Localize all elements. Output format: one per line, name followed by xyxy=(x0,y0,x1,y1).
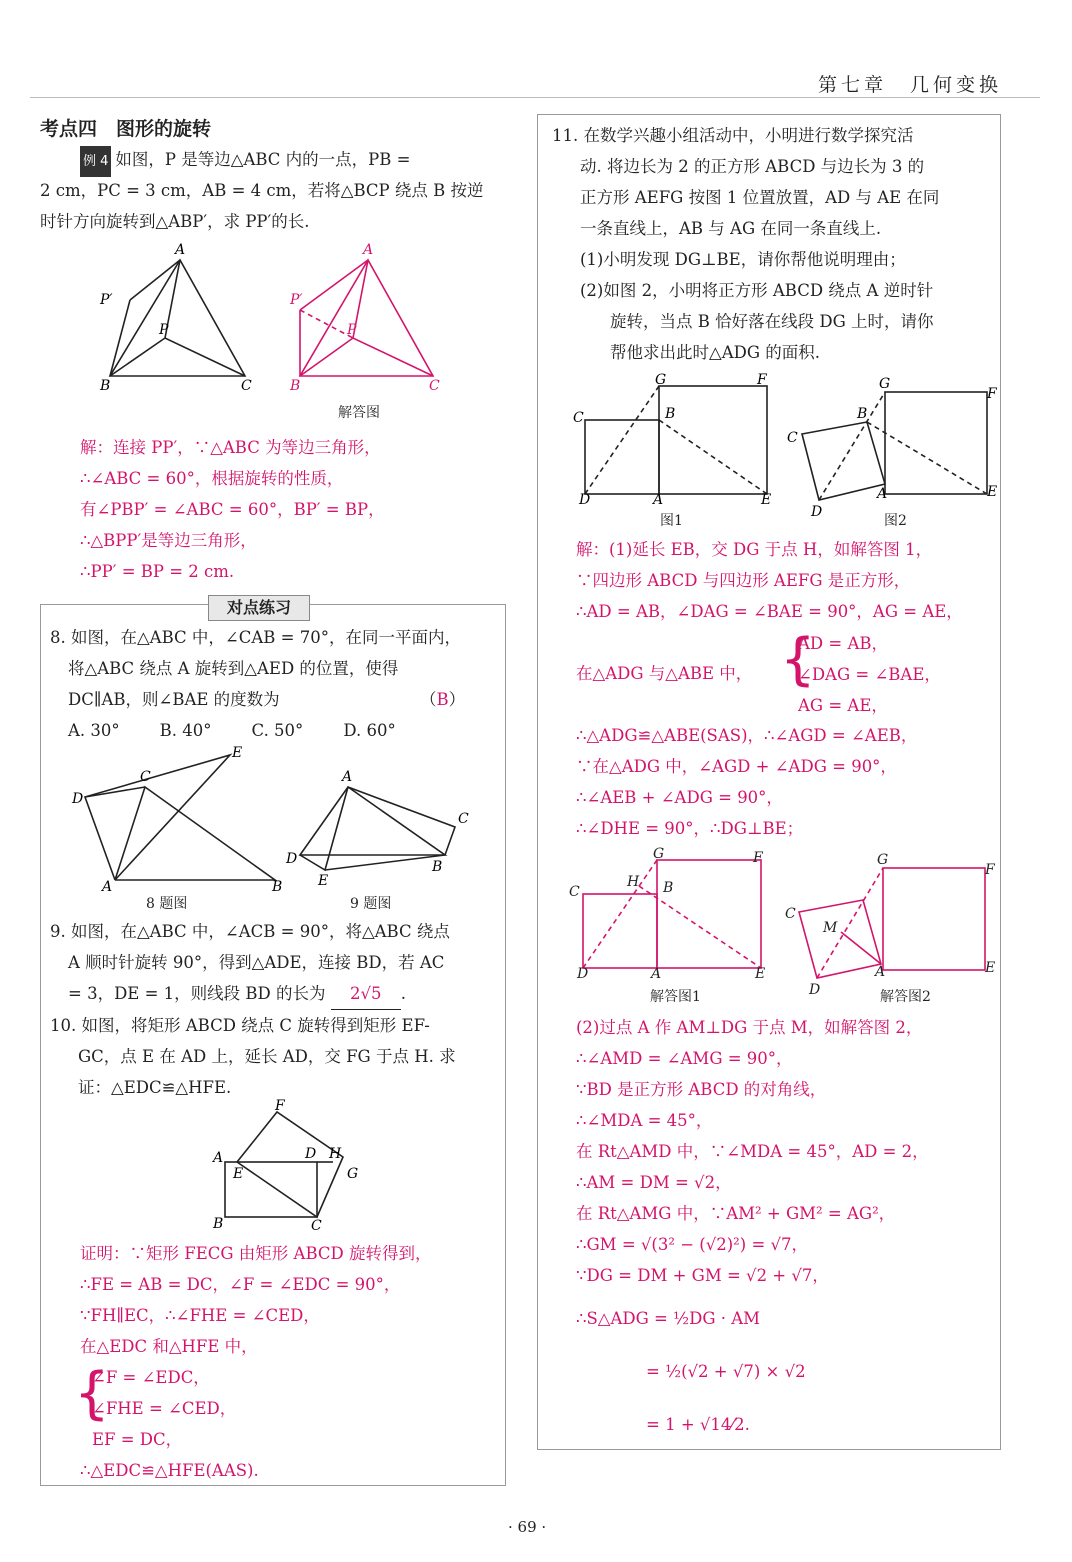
svg-text:E: E xyxy=(761,492,772,508)
q8-paren-left: （ xyxy=(420,690,437,709)
svg-text:M: M xyxy=(823,920,838,936)
svg-text:C: C xyxy=(140,769,151,785)
svg-text:F: F xyxy=(757,372,767,388)
q8-option-d: D. 60° xyxy=(343,721,396,740)
svg-text:D: D xyxy=(305,1146,317,1162)
q8-answer-paren xyxy=(420,684,465,715)
svg-text:D: D xyxy=(72,791,84,807)
svg-text:A: A xyxy=(877,486,888,502)
svg-text:A: A xyxy=(651,966,662,982)
q11-line-2: 动. 将边长为 2 的正方形 ABCD 与边长为 3 的 xyxy=(580,157,925,176)
question-9 xyxy=(50,916,500,1010)
sol2-line: (2)过点 A 作 AM⊥DG 于点 M，如解答图 2， xyxy=(576,1018,923,1037)
sol2-line: 在 Rt△AMD 中，∵∠MDA = 45°，AD = 2， xyxy=(576,1142,929,1161)
svg-text:P: P xyxy=(347,322,357,338)
svg-text:B: B xyxy=(857,406,868,422)
answer-figure-1 xyxy=(583,860,761,968)
sol2-line: 在 Rt△AMG 中，∵AM² + GM² = AG²， xyxy=(576,1204,896,1223)
sol2-line: ∵BD 是正方形 ABCD 的对角线， xyxy=(576,1080,827,1099)
sol2-line: ∴AM = DM = √2， xyxy=(576,1173,732,1192)
example-4-solution xyxy=(80,432,500,587)
q11-solution-2 xyxy=(576,1012,996,1440)
q8-option-a: A. 30° xyxy=(68,721,120,740)
q10-line-1: 10. 如图，将矩形 ABCD 绕点 C 旋转得到矩形 EF- xyxy=(50,1016,430,1035)
proof-line: 在△EDC 和△HFE 中， xyxy=(80,1337,258,1356)
q11-line-1: 11. 在数学兴趣小组活动中，小明进行数学探究活 xyxy=(552,126,914,145)
svg-text:C: C xyxy=(458,811,469,827)
fig2-caption: 图2 xyxy=(884,513,907,529)
sol1-line: ∴AD = AB，∠DAG = ∠BAE = 90°，AG = AE， xyxy=(576,602,963,621)
q8-answer: B xyxy=(436,690,449,709)
sol1-line: ∴△ADG≌△ABE(SAS)，∴∠AGD = ∠AEB， xyxy=(576,726,918,745)
svg-text:D: D xyxy=(809,982,821,998)
example-line-1: 如图，P 是等边△ABC 内的一点，PB = xyxy=(115,150,411,169)
q9-answer: 2√5 xyxy=(331,978,401,1010)
q10-figure xyxy=(205,1098,375,1234)
q11-figures-1-2 xyxy=(565,372,1005,520)
q8-q9-figures xyxy=(60,745,500,895)
svg-text:A: A xyxy=(213,1150,224,1166)
q8-option-b: B. 40° xyxy=(159,721,212,740)
svg-text:P′: P′ xyxy=(100,292,113,308)
svg-text:D: D xyxy=(577,966,589,982)
svg-text:G: G xyxy=(877,852,889,868)
system-line: EF = DC， xyxy=(92,1430,183,1449)
system-line: ∠FHE = ∠CED， xyxy=(92,1399,237,1418)
svg-text:B: B xyxy=(290,378,301,394)
q8-line-1: 8. 如图，在△ABC 中，∠CAB = 70°，在同一平面内， xyxy=(50,628,461,647)
q10-proof xyxy=(80,1238,500,1362)
q8-paren-right: ） xyxy=(448,690,466,709)
q11-part-2-line-2: 旋转，当点 B 恰好落在线段 DG 上时，请你 xyxy=(610,312,934,331)
svg-text:E: E xyxy=(755,966,766,982)
svg-text:D: D xyxy=(286,851,298,867)
sol2-line: = 1 + √14⁄2. xyxy=(646,1415,750,1434)
q8-line-3 xyxy=(50,684,500,715)
figure-2 xyxy=(802,392,987,500)
svg-text:A: A xyxy=(342,769,353,785)
q9-tail: . xyxy=(400,984,406,1003)
sol1-system xyxy=(798,628,941,721)
q9-caption: 9 题图 xyxy=(350,896,392,912)
sol2-line: ∵DG = DM + GM = √2 + √7， xyxy=(576,1266,829,1285)
svg-text:G: G xyxy=(655,372,667,388)
q11-line-3: 正方形 AEFG 按图 1 位置放置，AD 与 AE 在同 xyxy=(580,188,940,207)
sol1-line: ∵四边形 ABCD 与四边形 AEFG 是正方形， xyxy=(576,571,911,590)
svg-text:C: C xyxy=(569,884,580,900)
q10-conclusion: ∴△EDC≌△HFE(AAS). xyxy=(80,1461,259,1480)
system-line: AG = AE， xyxy=(798,696,888,715)
proof-line: 证明：∵矩形 FECG 由矩形 ABCD 旋转得到， xyxy=(80,1244,432,1263)
q10-system-brace: { xyxy=(74,1361,110,1426)
answer-triangle-figure xyxy=(300,260,433,376)
svg-text:C: C xyxy=(573,410,584,426)
figure-1 xyxy=(585,386,767,494)
q8-figure xyxy=(85,755,275,880)
svg-text:F: F xyxy=(985,862,995,878)
q11-solution-1 xyxy=(576,534,996,627)
svg-text:D: D xyxy=(579,492,591,508)
q10-line-2: GC，点 E 在 AD 上，延长 AD，交 FG 于点 H. 求 xyxy=(78,1047,456,1066)
section-title: 考点四 图形的旋转 xyxy=(40,118,212,140)
svg-text:E: E xyxy=(987,484,998,500)
sol1-line: ∴∠DHE = 90°，∴DG⊥BE； xyxy=(576,819,804,838)
original-triangle-figure xyxy=(110,260,245,376)
example-4-problem-cont xyxy=(40,175,510,237)
q8-options xyxy=(50,715,500,746)
q10-line-3: 证：△EDC≌△HFE. xyxy=(78,1078,232,1097)
sol2-line: ∴S△ADG = ½DG · AM xyxy=(576,1309,761,1328)
system-line: AD = AB， xyxy=(798,634,889,653)
q11-line-4: 一条直线上，AB 与 AG 在同一条直线上. xyxy=(580,219,882,238)
question-8 xyxy=(50,622,500,746)
header-divider xyxy=(30,97,1040,98)
example-figure-caption: 解答图 xyxy=(338,405,380,421)
solution-line: ∴△BPP′是等边三角形， xyxy=(80,531,257,550)
svg-text:G: G xyxy=(347,1166,359,1182)
svg-text:A: A xyxy=(175,242,186,258)
svg-text:A: A xyxy=(875,964,886,980)
page-number: · 69 · xyxy=(508,1518,547,1536)
svg-text:P: P xyxy=(159,322,169,338)
svg-text:C: C xyxy=(241,378,252,394)
svg-text:G: G xyxy=(653,846,665,862)
q11-solution-1-rest xyxy=(576,720,996,844)
system-line: ∠F = ∠EDC， xyxy=(92,1368,210,1387)
example-line-3: 时针方向旋转到△ABP′，求 PP′的长. xyxy=(40,212,310,231)
q8-line-3-text: DC∥AB，则∠BAE 的度数为 xyxy=(68,690,280,709)
sol1-system-prefix: 在△ADG 与△ABE 中， xyxy=(576,664,753,683)
svg-text:B: B xyxy=(100,378,111,394)
svg-text:C: C xyxy=(311,1218,322,1234)
answer-fig1-caption: 解答图1 xyxy=(650,989,701,1005)
svg-text:E: E xyxy=(985,960,996,976)
svg-text:H: H xyxy=(627,874,640,890)
sol1-line: 解：(1)延长 EB，交 DG 于点 H，如解答图 1， xyxy=(576,540,933,559)
solution-line: 解：连接 PP′，∵△ABC 为等边三角形， xyxy=(80,438,381,457)
answer-fig2-caption: 解答图2 xyxy=(880,989,931,1005)
sol1-system-brace: { xyxy=(780,627,816,692)
q10-system xyxy=(92,1362,236,1455)
chapter-header: 第七章 几何变换 xyxy=(818,74,1003,96)
example-4-problem xyxy=(80,144,500,177)
example-badge: 例 4 xyxy=(80,146,111,177)
example-4-figures xyxy=(95,238,455,398)
solution-line: ∴∠ABC = 60°，根据旋转的性质， xyxy=(80,469,344,488)
svg-text:C: C xyxy=(429,378,440,394)
fig1-caption: 图1 xyxy=(660,513,683,529)
svg-text:D: D xyxy=(811,504,823,520)
svg-text:E: E xyxy=(233,1166,244,1182)
q9-figure xyxy=(300,787,455,870)
q8-caption: 8 题图 xyxy=(146,896,188,912)
q9-line-2: A 顺时针旋转 90°，得到△ADE，连接 BD，若 AC xyxy=(68,953,445,972)
svg-text:P′: P′ xyxy=(290,292,303,308)
svg-text:E: E xyxy=(232,745,243,761)
system-line: ∠DAG = ∠BAE， xyxy=(798,665,941,684)
svg-text:B: B xyxy=(213,1216,224,1232)
sol2-line: ∴GM = √(3² − (√2)²) = √7， xyxy=(576,1235,809,1254)
solution-line: 有∠PBP′ = ∠ABC = 60°，BP′ = BP， xyxy=(80,500,385,519)
q8-option-c: C. 50° xyxy=(251,721,304,740)
svg-text:G: G xyxy=(879,376,891,392)
q8-line-2: 将△ABC 绕点 A 旋转到△AED 的位置，使得 xyxy=(68,659,399,678)
proof-line: ∴FE = AB = DC，∠F = ∠EDC = 90°， xyxy=(80,1275,401,1294)
practice-label: 对点练习 xyxy=(208,595,310,621)
svg-text:B: B xyxy=(432,859,443,875)
sol2-line: ∴∠AMD = ∠AMG = 90°， xyxy=(576,1049,793,1068)
svg-text:F: F xyxy=(753,850,763,866)
svg-text:A: A xyxy=(102,879,113,895)
q11-part-2-line-1: (2)如图 2，小明将正方形 ABCD 绕点 A 逆时针 xyxy=(580,281,934,300)
proof-line: ∵FH∥EC，∴∠FHE = ∠CED， xyxy=(80,1306,320,1325)
svg-text:H: H xyxy=(329,1146,342,1162)
svg-text:A: A xyxy=(363,242,374,258)
svg-text:C: C xyxy=(785,906,796,922)
q11-part-2-line-3: 帮他求出此时△ADG 的面积. xyxy=(610,343,821,362)
svg-text:A: A xyxy=(653,492,664,508)
svg-text:F: F xyxy=(987,386,997,402)
example-line-2: 2 cm，PC = 3 cm，AB = 4 cm，若将△BCP 绕点 B 按逆 xyxy=(40,181,484,200)
svg-text:E: E xyxy=(318,873,329,889)
sol1-line: ∴∠AEB + ∠ADG = 90°， xyxy=(576,788,783,807)
q9-line-1: 9. 如图，在△ABC 中，∠ACB = 90°，将△ABC 绕点 xyxy=(50,922,450,941)
svg-text:B: B xyxy=(665,406,676,422)
sol2-line: = ½(√2 + √7) × √2 xyxy=(646,1362,806,1381)
q9-line-3-wrap xyxy=(50,978,500,1010)
sol2-line: ∴∠MDA = 45°， xyxy=(576,1111,713,1130)
svg-text:F: F xyxy=(275,1098,285,1114)
sol1-line: ∵在△ADG 中，∠AGD + ∠ADG = 90°， xyxy=(576,757,897,776)
q9-line-3: = 3，DE = 1，则线段 BD 的长为 xyxy=(68,984,326,1003)
question-10 xyxy=(50,1010,500,1103)
svg-text:C: C xyxy=(787,430,798,446)
question-11 xyxy=(552,120,992,368)
q11-part-1: (1)小明发现 DG⊥BE，请你帮他说明理由； xyxy=(580,250,906,269)
svg-text:B: B xyxy=(272,879,283,895)
svg-text:B: B xyxy=(663,880,674,896)
solution-line: ∴PP′ = BP = 2 cm. xyxy=(80,562,235,581)
